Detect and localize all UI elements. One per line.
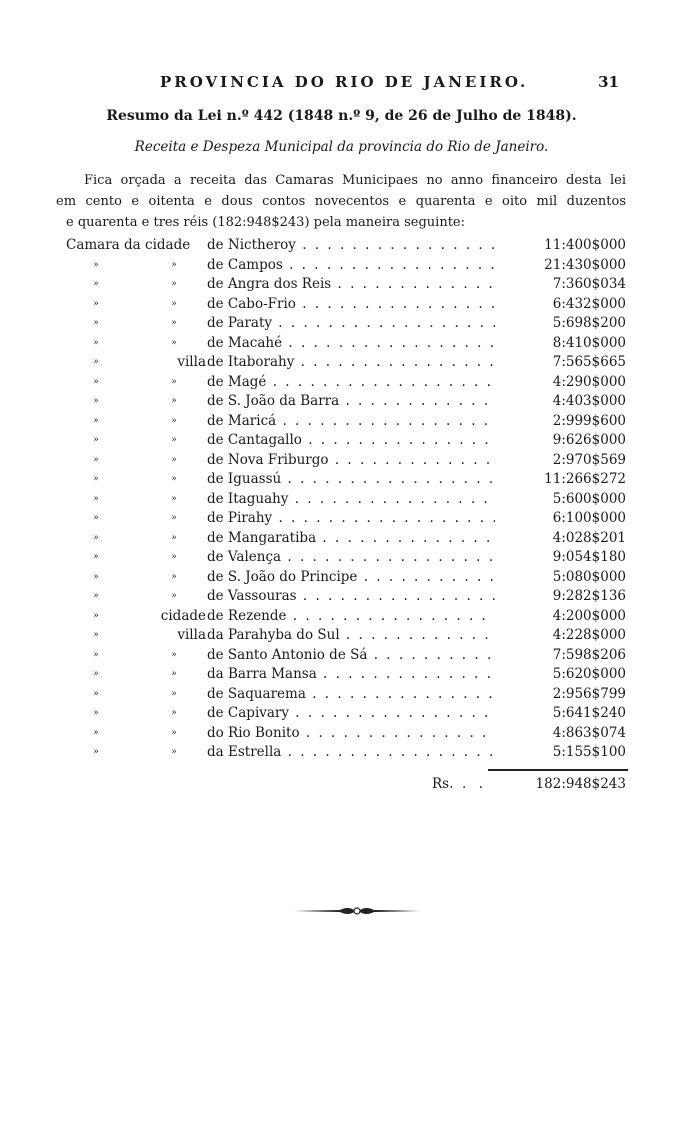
municipality-name: de Nova Friburgo . . . xyxy=(207,451,495,471)
ditto-mark: » xyxy=(93,337,99,348)
municipality-name: de Itaborahy . . . xyxy=(207,353,495,373)
table-row xyxy=(0,743,683,763)
ditto-mark: » xyxy=(93,630,99,640)
revenue-amount: 5:620$000 xyxy=(552,666,626,682)
revenue-amount: 5:155$100 xyxy=(552,744,626,760)
table-row xyxy=(0,353,683,373)
municipality-name: de Angra dos Reis . . . xyxy=(207,275,495,295)
total-rule xyxy=(488,769,628,771)
revenue-amount: 7:360$034 xyxy=(552,276,626,292)
ditto-mark: » xyxy=(93,435,99,445)
closing-ornament xyxy=(292,904,422,918)
running-head xyxy=(0,73,683,97)
municipality-name: de Magé . . . xyxy=(207,373,495,393)
total-row xyxy=(0,776,683,796)
table-row xyxy=(0,451,683,471)
ditto-mark: » xyxy=(171,513,177,523)
revenue-amount: 2:999$600 xyxy=(552,412,626,429)
table-row xyxy=(0,568,683,588)
ditto-mark: » xyxy=(171,396,177,406)
intro-line-3: e quarenta e tres réis (182:948$243) pela maneira seguinte: xyxy=(66,215,465,230)
ditto-mark: » xyxy=(93,649,99,660)
municipality-name: de Maricá . . . xyxy=(207,412,495,432)
municipality-name: de Vassouras . . . xyxy=(207,587,495,607)
ditto-mark: » xyxy=(93,727,99,738)
table-row xyxy=(0,334,683,354)
municipality-name: da Estrella . . . xyxy=(207,743,495,763)
intro-line-1: Fica orçada a receita das Camaras Municipaes no anno financeiro desta lei xyxy=(84,173,626,188)
ditto-mark: » xyxy=(171,298,177,309)
municipality-name: de Saquarema . . . xyxy=(207,685,495,705)
ditto-mark: » xyxy=(93,357,99,367)
table-row xyxy=(0,665,683,685)
table-row xyxy=(0,256,683,276)
ditto-mark: » xyxy=(93,474,99,484)
municipality-name: de Cantagallo . . . xyxy=(207,431,495,451)
ditto-mark: » xyxy=(171,669,177,679)
revenue-table xyxy=(0,236,683,763)
revenue-amount: 5:080$000 xyxy=(552,568,626,585)
ditto-mark: » xyxy=(93,415,99,426)
ditto-mark: » xyxy=(171,474,177,484)
revenue-amount: 7:598$206 xyxy=(552,646,626,663)
municipality-name: da Parahyba do Sul . . . xyxy=(207,626,495,646)
municipality-name: de Iguassú . . . xyxy=(207,470,495,490)
ditto-mark: » xyxy=(171,708,177,718)
ditto-mark: » xyxy=(171,747,177,757)
table-row xyxy=(0,646,683,666)
municipality-name: de Santo Antonio de Sá . . . xyxy=(207,646,495,666)
revenue-amount: 2:970$569 xyxy=(552,451,626,468)
law-heading: Resumo da Lei n.º 442 (1848 n.º 9, de 26 de Julho de 1848). xyxy=(106,108,577,124)
running-head-title: PROVINCIA DO RIO DE JANEIRO. xyxy=(160,73,529,91)
row-kind: villa xyxy=(177,627,206,643)
revenue-amount: 2:956$799 xyxy=(552,685,626,702)
revenue-amount: 6:432$000 xyxy=(552,295,626,312)
row-prefix: Camara da cidade xyxy=(66,237,191,253)
intro-paragraph xyxy=(56,170,626,233)
ditto-mark: » xyxy=(171,435,177,445)
table-row xyxy=(0,509,683,529)
ditto-mark: » xyxy=(93,298,99,309)
revenue-amount: 11:400$000 xyxy=(544,237,626,253)
table-row xyxy=(0,392,683,412)
table-row xyxy=(0,412,683,432)
table-row xyxy=(0,431,683,451)
table-row xyxy=(0,548,683,568)
table-row xyxy=(0,236,683,256)
ditto-mark: » xyxy=(93,552,99,562)
ditto-mark: » xyxy=(93,259,99,270)
ditto-mark: » xyxy=(171,591,177,601)
ditto-mark: » xyxy=(171,415,177,426)
revenue-amount: 5:641$240 xyxy=(552,705,626,721)
revenue-amount: 8:410$000 xyxy=(552,334,626,351)
revenue-amount: 4:228$000 xyxy=(552,627,626,643)
ditto-mark: » xyxy=(93,279,99,289)
ditto-mark: » xyxy=(93,747,99,757)
table-row xyxy=(0,607,683,627)
municipality-name: do Rio Bonito . . . xyxy=(207,724,495,744)
revenue-amount: 4:028$201 xyxy=(552,529,626,546)
ditto-mark: » xyxy=(93,708,99,718)
ditto-mark: » xyxy=(93,513,99,523)
municipality-name: de Mangaratiba . . . xyxy=(207,529,495,549)
table-row xyxy=(0,704,683,724)
revenue-amount: 21:430$000 xyxy=(544,256,626,273)
municipality-name: de Capivary . . . xyxy=(207,704,495,724)
municipality-name: da Barra Mansa . . . xyxy=(207,665,495,685)
revenue-amount: 11:266$272 xyxy=(544,471,626,487)
ditto-mark: » xyxy=(171,279,177,289)
municipality-name: de Campos . . . xyxy=(207,256,495,276)
ditto-mark: » xyxy=(93,376,99,387)
ditto-mark: » xyxy=(171,318,177,328)
row-kind: villa xyxy=(177,354,206,370)
ditto-mark: » xyxy=(171,571,177,582)
revenue-amount: 4:290$000 xyxy=(552,373,626,390)
municipality-name: de Rezende . . . xyxy=(207,607,495,627)
ditto-mark: » xyxy=(171,259,177,270)
revenue-amount: 4:403$000 xyxy=(552,393,626,409)
municipality-name: de Macahé . . . xyxy=(207,334,495,354)
ditto-mark: » xyxy=(171,376,177,387)
table-row xyxy=(0,314,683,334)
ditto-mark: » xyxy=(93,493,99,504)
municipality-name: de Valença . . . xyxy=(207,548,495,568)
ditto-mark: » xyxy=(171,532,177,543)
table-row xyxy=(0,529,683,549)
ditto-mark: » xyxy=(93,591,99,601)
ditto-mark: » xyxy=(171,649,177,660)
table-row xyxy=(0,470,683,490)
ditto-mark: » xyxy=(93,532,99,543)
revenue-amount: 7:565$665 xyxy=(552,354,626,370)
ditto-mark: » xyxy=(171,688,177,699)
revenue-amount: 4:200$000 xyxy=(552,607,626,624)
table-row xyxy=(0,275,683,295)
revenue-amount: 4:863$074 xyxy=(552,724,626,741)
ditto-mark: » xyxy=(93,318,99,328)
table-row xyxy=(0,626,683,646)
ditto-mark: » xyxy=(93,669,99,679)
municipality-name: de Pirahy . . . xyxy=(207,509,495,529)
intro-line-2: em cento e oitenta e dous contos novecentos e quarenta e oito mil duzentos xyxy=(56,194,626,209)
ditto-mark: » xyxy=(93,688,99,699)
ditto-mark: » xyxy=(93,610,99,621)
revenue-amount: 9:282$136 xyxy=(552,588,626,604)
table-row xyxy=(0,587,683,607)
table-row xyxy=(0,373,683,393)
law-subheading: Receita e Despeza Municipal da provincia do Rio de Janeiro. xyxy=(134,139,549,155)
revenue-amount: 9:054$180 xyxy=(552,549,626,565)
ditto-mark: » xyxy=(171,727,177,738)
municipality-name: de Itaguahy . . . xyxy=(207,490,495,510)
revenue-amount: 6:100$000 xyxy=(552,510,626,526)
municipality-name: de Cabo-Frio . . . xyxy=(207,295,495,315)
page-number: 31 xyxy=(598,73,619,91)
table-row xyxy=(0,490,683,510)
municipality-name: de Nictheroy . . . xyxy=(207,236,495,256)
table-row xyxy=(0,295,683,315)
total-dots: . . xyxy=(462,776,487,792)
ditto-mark: » xyxy=(93,454,99,465)
total-amount: 182:948$243 xyxy=(535,776,626,792)
municipality-name: de Paraty . . . xyxy=(207,314,495,334)
municipality-name: de S. João do Principe . . . xyxy=(207,568,495,588)
ditto-mark: » xyxy=(171,493,177,504)
revenue-amount: 5:600$000 xyxy=(552,490,626,507)
row-kind: cidade xyxy=(160,607,206,624)
ditto-mark: » xyxy=(171,454,177,465)
ditto-mark: » xyxy=(171,337,177,348)
revenue-amount: 9:626$000 xyxy=(552,432,626,448)
ditto-mark: » xyxy=(93,571,99,582)
revenue-amount: 5:698$200 xyxy=(552,315,626,331)
municipality-name: de S. João da Barra . . . xyxy=(207,392,495,412)
table-row xyxy=(0,724,683,744)
ditto-mark: » xyxy=(171,552,177,562)
table-row xyxy=(0,685,683,705)
ditto-mark: » xyxy=(93,396,99,406)
total-label: Rs. xyxy=(432,776,454,792)
